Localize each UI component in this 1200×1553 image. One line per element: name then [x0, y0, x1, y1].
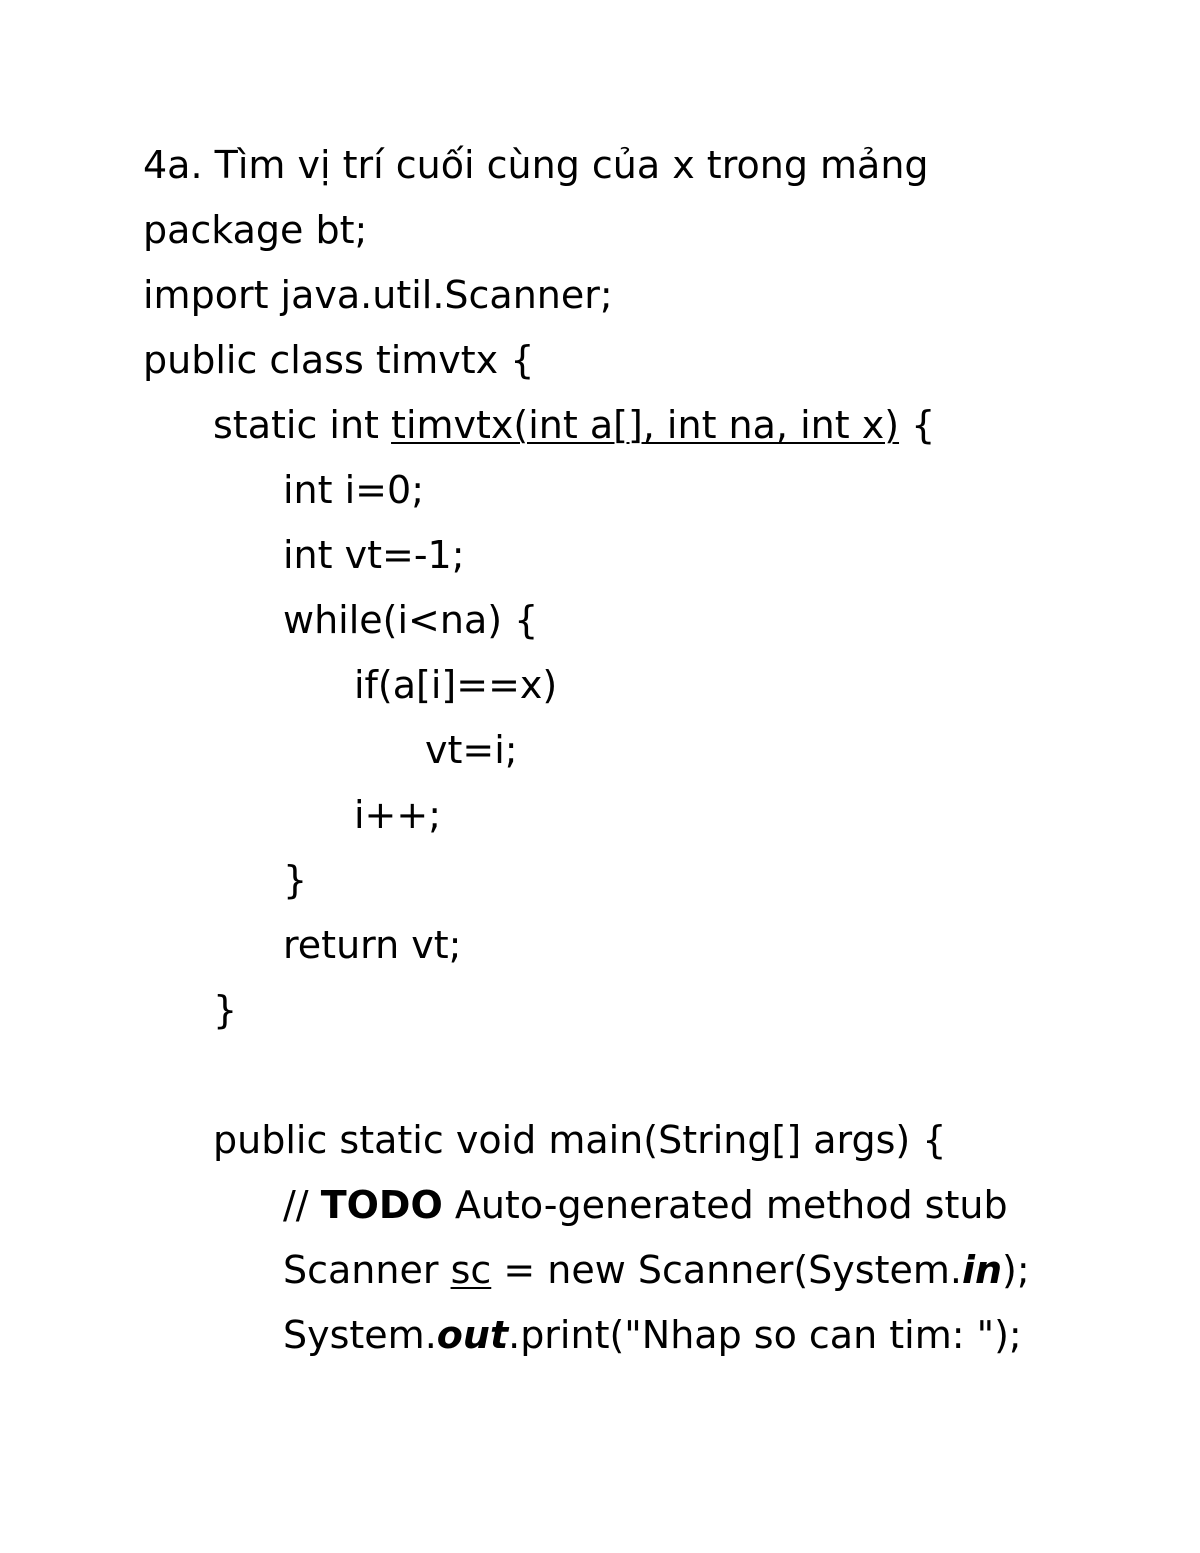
document-title: 4a. Tìm vị trí cuối cùng của x trong mảng	[143, 143, 929, 187]
scanner-mid: = new Scanner(System.	[491, 1248, 962, 1292]
scanner-in: in	[961, 1248, 1003, 1292]
code-decl-i: int i=0;	[283, 468, 424, 512]
code-close-method: }	[213, 988, 238, 1032]
method-suffix: {	[899, 403, 936, 447]
comment-todo: TODO	[320, 1183, 443, 1227]
code-decl-vt: int vt=-1;	[283, 533, 465, 577]
code-increment: i++;	[354, 793, 442, 837]
code-class-declaration: public class timvtx {	[143, 338, 535, 382]
comment-rest: Auto-generated method stub	[442, 1183, 1008, 1227]
code-scanner-line	[283, 1247, 1030, 1293]
print-rest: .print("Nhap so can tim: ");	[508, 1313, 1022, 1357]
print-prefix: System.	[283, 1313, 437, 1357]
code-assign-vt: vt=i;	[425, 728, 518, 772]
method-signature: timvtx(int a[], int na, int x)	[391, 403, 900, 447]
code-comment-line	[283, 1182, 1008, 1228]
method-prefix: static int	[213, 403, 392, 447]
code-close-while: }	[283, 858, 308, 902]
scanner-var: sc	[450, 1248, 492, 1292]
code-while-line: while(i<na) {	[283, 598, 539, 642]
code-main-declaration: public static void main(String[] args) {	[213, 1118, 947, 1162]
scanner-end: );	[1002, 1248, 1030, 1292]
code-package-line: package bt;	[143, 208, 368, 252]
print-out: out	[436, 1313, 509, 1357]
code-if-line: if(a[i]==x)	[354, 663, 558, 707]
code-method-declaration	[213, 402, 935, 448]
comment-prefix: //	[283, 1183, 321, 1227]
code-return-line: return vt;	[283, 923, 462, 967]
code-print-line	[283, 1312, 1022, 1358]
scanner-prefix: Scanner	[283, 1248, 451, 1292]
code-import-line: import java.util.Scanner;	[143, 273, 613, 317]
